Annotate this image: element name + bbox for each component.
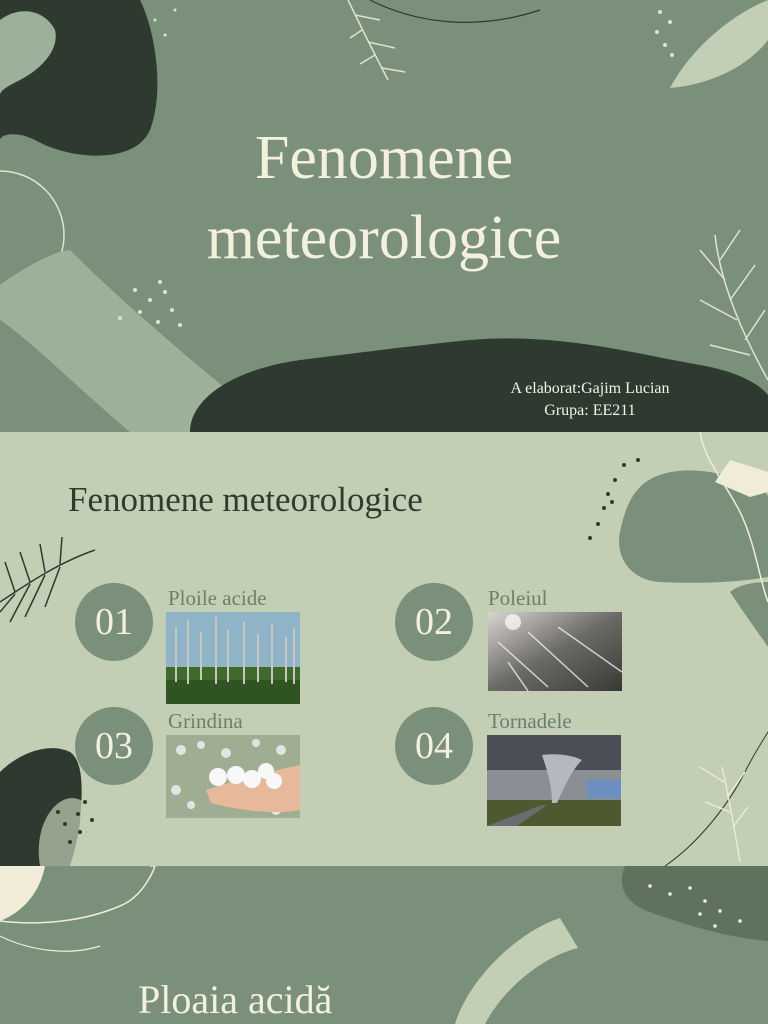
item-number-01: 01 — [75, 583, 153, 661]
dead-forest-icon — [166, 612, 300, 704]
item-number-02: 02 — [395, 583, 473, 661]
acid-rain-slide — [0, 866, 768, 1024]
slide3-decoration — [0, 866, 768, 1024]
icy-road-icon — [488, 612, 622, 691]
presentation-title — [0, 118, 768, 278]
item-label-glaze-ice: Poleiul — [488, 586, 548, 610]
item-label-acid-rain: Ploile acide — [168, 586, 267, 610]
item-number-03: 03 — [75, 707, 153, 785]
contents-slide — [0, 432, 768, 866]
hailstones-icon — [166, 735, 300, 818]
item-number-04: 04 — [395, 707, 473, 785]
tornado-photo — [487, 735, 621, 826]
author-line: A elaborat:Gajim Lucian — [510, 380, 670, 397]
contents-title: Fenomene meteorologice — [68, 480, 423, 519]
title-line-2: meteorologice — [206, 204, 562, 272]
item-label-hail: Grindina — [168, 709, 243, 733]
tornado-icon — [487, 735, 621, 826]
dead-forest-photo — [166, 612, 300, 704]
title-line-1: Fenomene — [254, 124, 514, 192]
title-slide — [0, 0, 768, 432]
icy-road-photo — [488, 612, 622, 691]
hailstones-in-hand-photo — [166, 735, 300, 818]
group-line: Grupa: EE211 — [544, 402, 636, 419]
item-label-tornadoes: Tornadele — [488, 709, 572, 733]
author-block — [470, 378, 710, 422]
acid-rain-title: Ploaia acidă — [138, 977, 333, 1022]
